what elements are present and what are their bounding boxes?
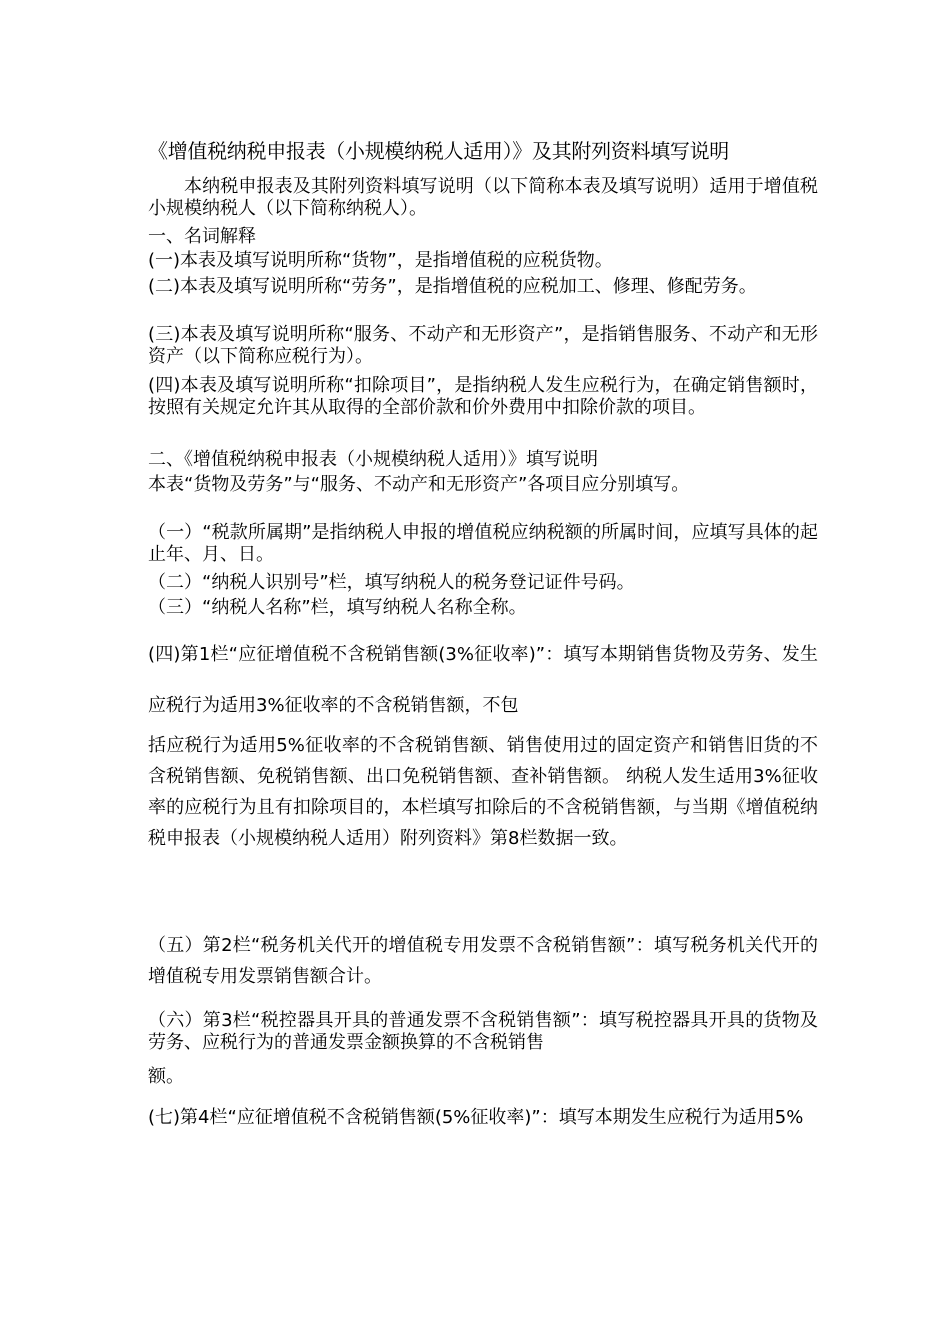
section-heading-instructions: 二、《增值税纳税申报表（小规模纳税人适用）》填写说明	[148, 449, 598, 470]
definition-goods: (一)本表及填写说明所称“货物”，是指增值税的应税货物。	[148, 250, 613, 271]
document-title: 《增值税纳税申报表（小规模纳税人适用）》及其附列资料填写说明	[148, 139, 729, 163]
section-note: 本表“货物及劳务”与“服务、不动产和无形资产”各项目应分别填写。	[148, 474, 690, 495]
definition-labor: (二)本表及填写说明所称“劳务”，是指增值税的应税加工、修理、修配劳务。	[148, 276, 757, 297]
definition-deductions: (四)本表及填写说明所称“扣除项目”，是指纳税人发生应税行为，在确定销售额时，按照有关规定允许其从取得的全部价款和价外费用中扣除价款的项目。	[148, 375, 818, 418]
item-column-2: （五）第2栏“税务机关代开的增值税专用发票不含税销售额”：填写税务机关代开的增值税专用发票销售额合计。	[148, 935, 818, 987]
item-column-4: (七)第4栏“应征增值税不含税销售额(5%征收率)”：填写本期发生应税行为适用5%	[148, 1107, 804, 1128]
item-tax-period: （一）“税款所属期”是指纳税人申报的增值税应纳税额的所属时间，应填写具体的起止年、月、日。	[148, 522, 818, 565]
definition-services: (三)本表及填写说明所称“服务、不动产和无形资产”，是指销售服务、不动产和无形资产（以下简称应税行为）。	[148, 324, 818, 367]
item-column-3-part1: （六）第3栏“税控器具开具的普通发票不含税销售额”：填写税控器具开具的货物及劳务、应税行为的普通发票金额换算的不含税销售	[148, 1010, 818, 1053]
item-column-1-part2: 括应税行为适用5%征收率的不含税销售额、销售使用过的固定资产和销售旧货的不含税销售额、免税销售额、出口免税销售额、查补销售额。 纳税人发生适用3%征收率的应税行为且有扣除项目的，本栏填写扣除后的不含税销售额，与当期《增值税纳税申报表（小规模纳税人适用）附列资料》第8栏数据一致。	[148, 735, 818, 849]
item-taxpayer-id: （二）“纳税人识别号”栏，填写纳税人的税务登记证件号码。	[148, 572, 635, 593]
section-heading-definitions: 一、名词解释	[148, 226, 256, 247]
intro-paragraph: 本纳税申报表及其附列资料填写说明（以下简称本表及填写说明）适用于增值税小规模纳税人（以下简称纳税人）。	[148, 176, 818, 219]
item-column-3-part2: 额。	[148, 1066, 184, 1087]
item-taxpayer-name: （三）“纳税人名称”栏，填写纳税人名称全称。	[148, 597, 527, 618]
item-column-1-part1: (四)第1栏“应征增值税不含税销售额(3%征收率)”：填写本期销售货物及劳务、发生应税行为适用3%征收率的不含税销售额，不包	[148, 644, 818, 716]
